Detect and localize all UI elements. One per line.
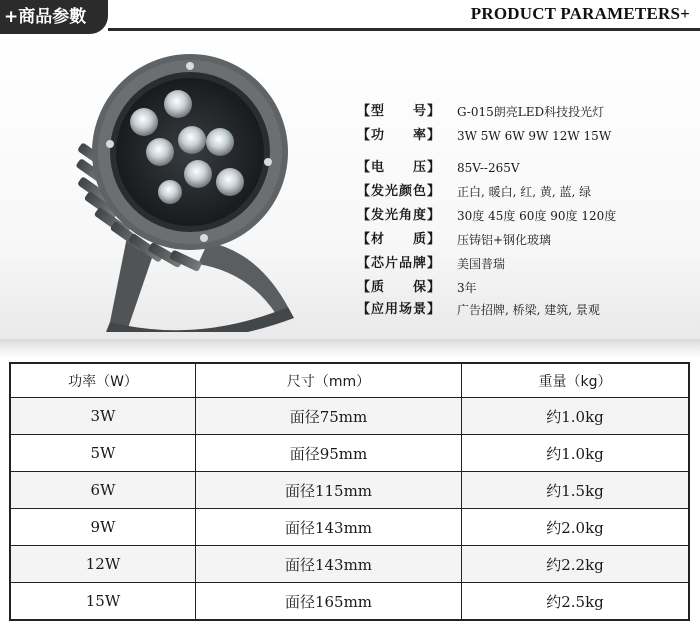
cell-power: 15W (10, 583, 196, 621)
spec-value: 3年 (457, 281, 477, 295)
spec-label: 【质 保】 (357, 280, 442, 295)
spec-value: 85V--265V (457, 161, 520, 175)
spec-value: 压铸铝+钢化玻璃 (457, 233, 552, 247)
cell-power: 3W (10, 398, 196, 435)
cell-size: 面径95mm (196, 435, 462, 472)
table-header-row (10, 363, 689, 398)
spec-label: 【材 质】 (357, 232, 442, 247)
table-row (10, 398, 689, 435)
cell-weight: 约1.0kg (462, 435, 690, 472)
spec-label: 【功 率】 (357, 128, 442, 143)
cell-size: 面径115mm (196, 472, 462, 509)
spec-label: 【应用场景】 (357, 302, 442, 317)
cell-size: 面径165mm (196, 583, 462, 621)
cell-power: 5W (10, 435, 196, 472)
spec-value: 正白, 暖白, 红, 黄, 蓝, 绿 (457, 185, 592, 199)
cell-weight: 约2.5kg (462, 583, 690, 621)
cell-size: 面径75mm (196, 398, 462, 435)
spec-value: 30度 45度 60度 90度 120度 (457, 209, 617, 223)
spec-label: 【发光角度】 (357, 208, 442, 223)
column-header-power: 功率（W） (10, 363, 196, 398)
table-row (10, 546, 689, 583)
column-header-weight: 重量（kg） (462, 363, 690, 398)
spec-label: 【芯片品牌】 (357, 256, 442, 271)
table-row (10, 583, 689, 621)
table-row (10, 472, 689, 509)
spec-value: 3W 5W 6W 9W 12W 15W (457, 129, 612, 143)
cell-power: 9W (10, 509, 196, 546)
column-header-size: 尺寸（mm） (196, 363, 462, 398)
spec-label: 【电 压】 (357, 160, 442, 175)
section-tab: +商品参數 (0, 0, 108, 34)
spec-value: 广告招牌, 桥梁, 建筑, 景观 (457, 303, 600, 317)
cell-power: 6W (10, 472, 196, 509)
section-divider (0, 339, 700, 359)
table-row (10, 509, 689, 546)
spec-label: 【型 号】 (357, 104, 442, 119)
cell-size: 面径143mm (196, 546, 462, 583)
cell-weight: 约2.2kg (462, 546, 690, 583)
cell-power: 12W (10, 546, 196, 583)
spec-value: 美国普瑞 (457, 257, 506, 271)
parameter-table (9, 362, 690, 621)
cell-weight: 约1.5kg (462, 472, 690, 509)
section-title-en: PRODUCT PARAMETERS+ (470, 4, 690, 23)
cell-weight: 约1.0kg (462, 398, 690, 435)
led-flood-light-image (58, 52, 338, 332)
table-row (10, 435, 689, 472)
header-divider-line (108, 28, 700, 31)
spec-value: G-015朗亮LED科技投光灯 (457, 105, 605, 119)
spec-label: 【发光颜色】 (357, 184, 442, 199)
cell-size: 面径143mm (196, 509, 462, 546)
cell-weight: 约2.0kg (462, 509, 690, 546)
